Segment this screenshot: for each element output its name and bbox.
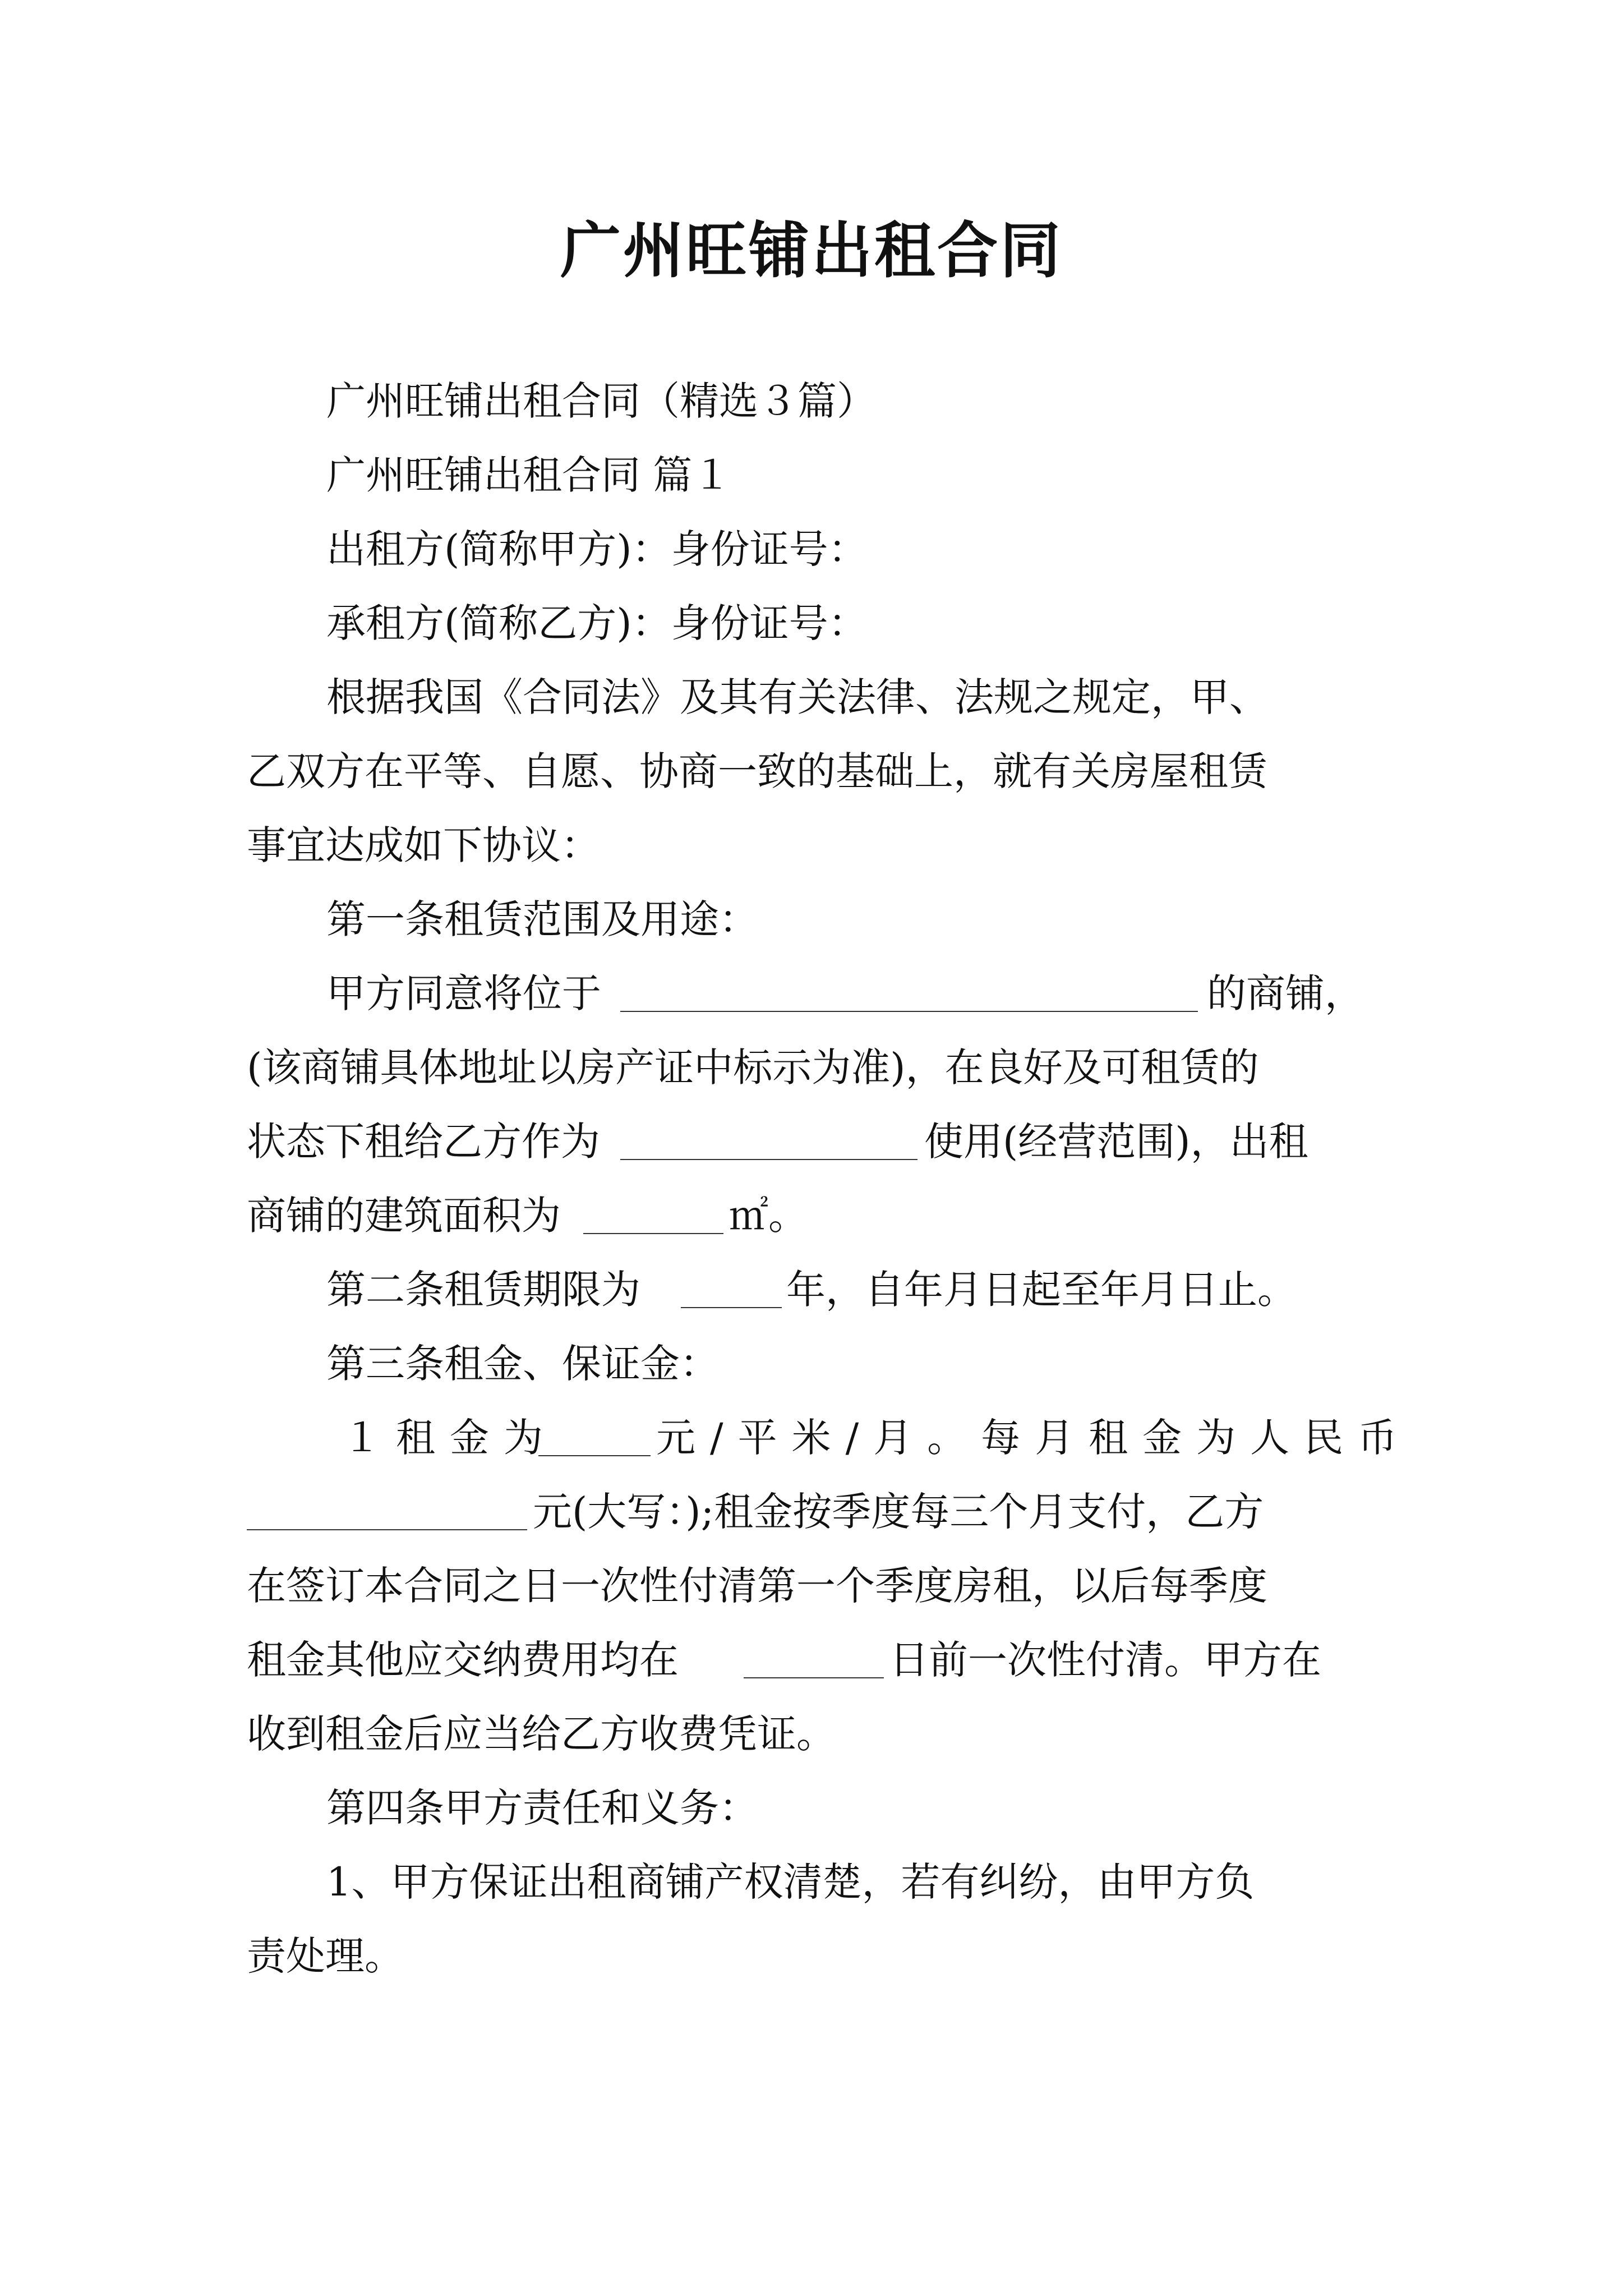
payment-day-blank (744, 1677, 884, 1678)
clause-text: 年，自年月日起至年月日止。 (786, 1267, 1297, 1313)
clause-text: 元/平米/月。每月租金为人民币 (656, 1415, 1412, 1461)
article-title-text: 第四条甲方责任和义务： (326, 1785, 758, 1831)
clause-text: 1、甲方保证出租商铺产权清楚，若有纠纷，由甲方负 (326, 1859, 1255, 1905)
usage-blank (620, 1159, 917, 1160)
part-label-text: 广州旺铺出租合同 篇１ (326, 452, 732, 498)
clause-text: 责处理。 (247, 1933, 404, 1979)
rent-per-sqm-blank (538, 1455, 651, 1456)
clause-text: 的商铺， (1207, 970, 1364, 1016)
preamble-text: 乙双方在平等、自愿、协商一致的基础上，就有关房屋租赁 (247, 748, 1267, 794)
area-blank (583, 1233, 723, 1234)
clause-text: １租金为 (342, 1415, 557, 1461)
clause-text: ㎡。 (729, 1193, 808, 1239)
lessor-text: 出租方(简称甲方)：身份证号： (326, 526, 868, 572)
clause-text: 租金其他应交纳费用均在 (247, 1637, 679, 1683)
clause-text: 商铺的建筑面积为 (247, 1193, 561, 1239)
lessee-text: 承租方(简称乙方)：身份证号： (326, 600, 868, 646)
clause-text: 使用(经营范围)，出租 (924, 1119, 1308, 1165)
heading-text: 广州旺铺出租合同（精选３篇） (326, 378, 876, 424)
preamble-text: 事宜达成如下协议： (247, 822, 600, 868)
clause-text: 在签订本合同之日一次性付清第一个季度房租，以后每季度 (247, 1563, 1267, 1609)
clause-text: 甲方同意将位于 (326, 970, 601, 1016)
clause-text: (该商铺具体地址以房产证中标示为准)，在良好及可租赁的 (247, 1045, 1259, 1091)
clause-text: 第二条租赁期限为 (326, 1267, 640, 1313)
address-blank (620, 1011, 1198, 1012)
article-title-text: 第三条租金、保证金： (326, 1341, 719, 1387)
preamble-text: 根据我国《合同法》及其有关法律、法规之规定，甲、 (326, 674, 1269, 720)
monthly-rent-blank (247, 1529, 527, 1530)
term-years-blank (681, 1307, 782, 1308)
document-title: 广州旺铺出租合同 (560, 216, 1063, 286)
clause-text: 日前一次性付清。甲方在 (889, 1637, 1321, 1683)
article-title-text: 第一条租赁范围及用途： (326, 896, 758, 942)
clause-text: 元(大写：);租金按季度每三个月支付，乙方 (533, 1489, 1264, 1535)
clause-text: 收到租金后应当给乙方收费凭证。 (247, 1711, 836, 1757)
clause-text: 状态下租给乙方作为 (247, 1119, 600, 1165)
